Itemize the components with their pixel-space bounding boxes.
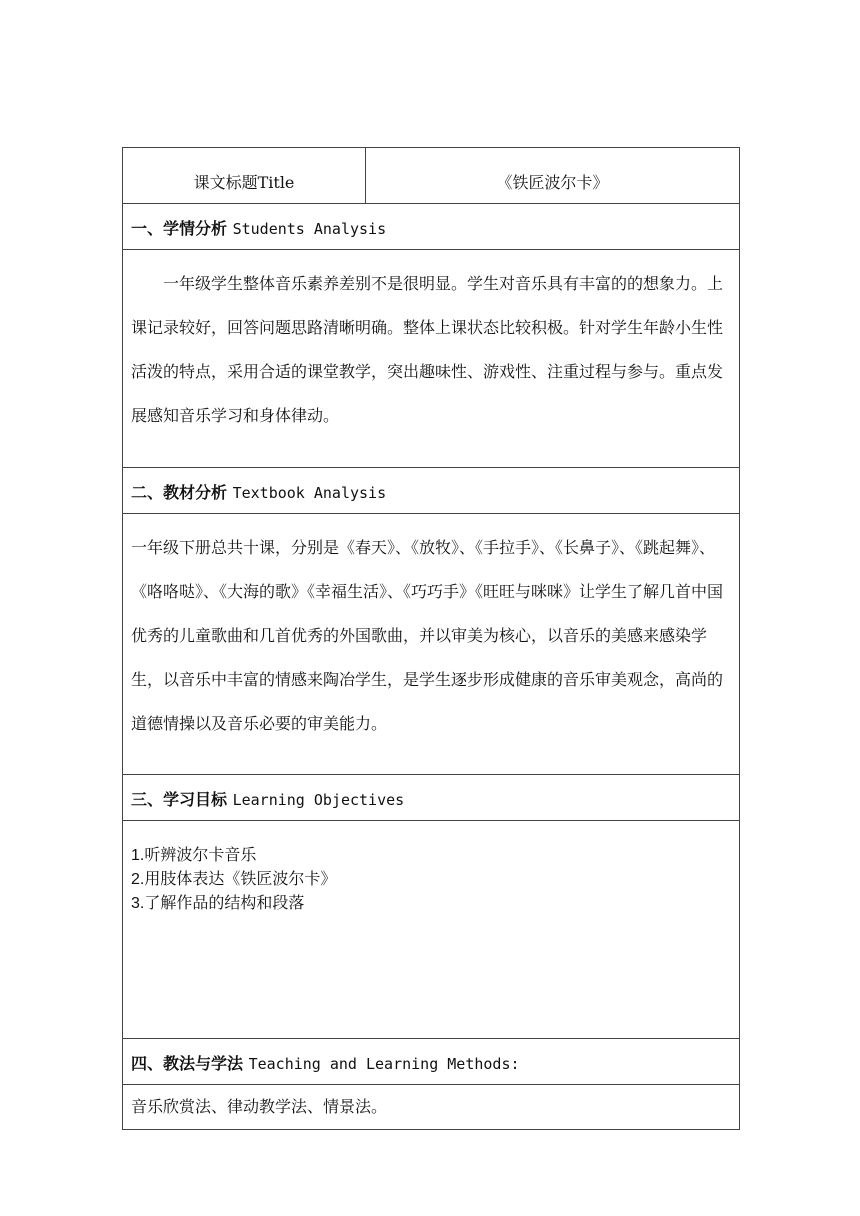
section-body-students: [123, 250, 740, 468]
section-heading-students: [123, 204, 740, 250]
textbook-heading-en: Textbook Analysis: [232, 484, 387, 502]
section-heading-methods: [123, 1039, 740, 1085]
objectives-heading-cn: 三、学习目标: [131, 790, 228, 809]
list-item: 2.用肢体表达《铁匠波尔卡》: [131, 869, 337, 888]
textbook-heading-cn: 二、教材分析: [131, 483, 228, 502]
section-body-methods: [123, 1085, 740, 1130]
section-body-textbook: [123, 514, 740, 775]
methods-text: 音乐欣赏法、律动教学法、情景法。: [131, 1097, 388, 1116]
students-heading-cn: 一、学情分析: [131, 219, 228, 238]
title-value: 《铁匠波尔卡》: [366, 148, 740, 204]
methods-heading-en: Teaching and Learning Methods:: [248, 1055, 520, 1073]
section-heading-textbook: [123, 468, 740, 514]
objectives-list: [131, 843, 731, 915]
objectives-heading-en: Learning Objectives: [232, 791, 405, 809]
list-item: 3.了解作品的结构和段落: [131, 893, 305, 912]
methods-heading-cn: 四、教法与学法: [131, 1054, 244, 1073]
lesson-plan-table: [122, 147, 740, 1130]
students-analysis-text: 一年级学生整体音乐素养差别不是很明显。学生对音乐具有丰富的的想象力。上课记录较好，回答问题思路清晰明确。整体上课状态比较积极。针对学生年龄小生性活泼的特点，采用合适的课堂教学，突出趣味性、游戏性、注重过程与参与。重点发展感知音乐学习和身体律动。: [131, 274, 724, 425]
students-heading-en: Students Analysis: [232, 220, 387, 238]
textbook-analysis-text: 一年级下册总共十课，分别是《春天》、《放牧》、《手拉手》、《长鼻子》、《跳起舞》、《咯咯哒》、《大海的歌》《幸福生活》、《巧巧手》《旺旺与咪咪》让学生了解几首中国优秀的儿童歌曲和几首优秀的外国歌曲，并以审美为核心，以音乐的美感来感染学生，以音乐中丰富的情感来陶冶学生，是学生逐步形成健康的音乐审美观念，高尚的道德情操以及音乐必要的审美能力。: [131, 538, 724, 733]
list-item: 1.听辨波尔卡音乐: [131, 845, 257, 864]
title-label: 课文标题Title: [123, 148, 366, 204]
title-row: [123, 148, 740, 204]
section-heading-objectives: [123, 775, 740, 821]
section-body-objectives: [123, 821, 740, 1039]
